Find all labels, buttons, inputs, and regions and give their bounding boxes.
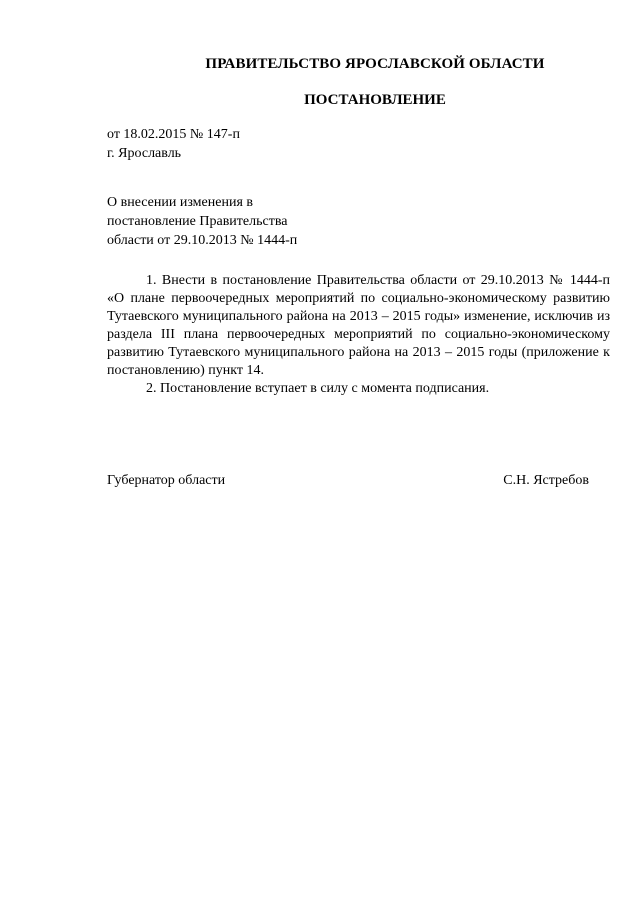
subject-line: О внесении изменения в: [107, 195, 253, 210]
signatory-position: Губернатор области: [107, 473, 226, 488]
city: г. Ярославль: [107, 146, 182, 161]
document-subject: [107, 193, 297, 250]
subject-line: области от 29.10.2013 № 1444-п: [107, 233, 298, 248]
subject-line: постановление Правительства: [107, 214, 288, 229]
government-title: ПРАВИТЕЛЬСТВО ЯРОСЛАВСКОЙ ОБЛАСТИ: [205, 56, 545, 72]
document-meta: [107, 125, 240, 163]
paragraph-2: 2. Постановление вступает в силу с момента подписания.: [146, 381, 490, 396]
document-body: [107, 272, 610, 398]
date-number: от 18.02.2015 № 147-п: [107, 127, 240, 142]
paragraph-1: 1. Внести в постановление Правительства области от 29.10.2013 № 1444-п «О плане первоочередных мероприятий по социально-экономическому развитию Тутаевского муниципального района на 2013 – 2015 годы» изменение, исключив из раздела III плана первоочередных мероприятий по социально-экономическому развитию Тутаевского муниципального района на 2013 – 2015 годы (приложение к постановлению) пункт 14.: [107, 273, 610, 378]
signatory-name: С.Н. Ястребов: [503, 473, 589, 488]
document-type-title: ПОСТАНОВЛЕНИЕ: [304, 92, 446, 108]
